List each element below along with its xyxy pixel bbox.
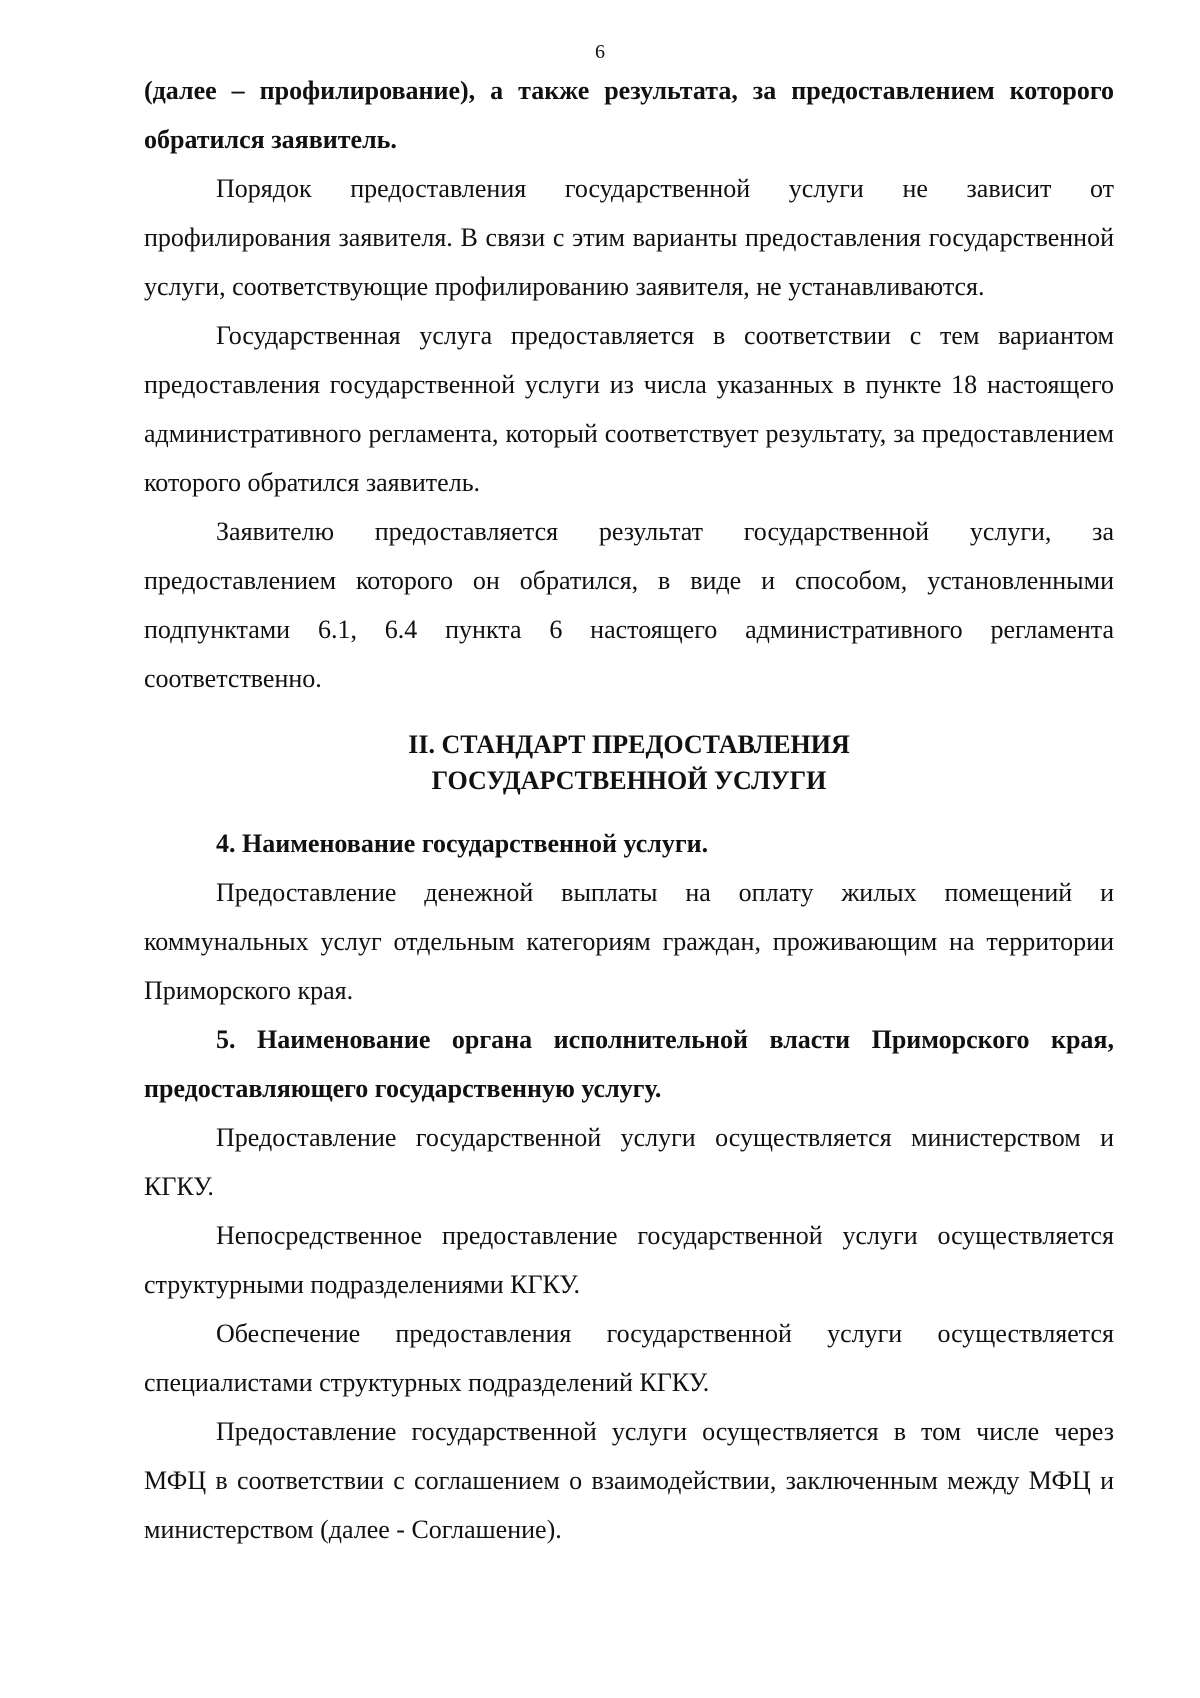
paragraph-continuation: (далее – профилирование), а также результата, за предоставлением которого обратился заявитель. <box>144 76 1114 154</box>
document-body <box>144 66 1114 1554</box>
section-heading <box>144 727 1114 799</box>
item4-text: Предоставление денежной выплаты на оплату жилых помещений и коммунальных услуг отдельным категориям граждан, проживающим на территории Приморского края. <box>144 878 1114 1005</box>
item4-heading: 4. Наименование государственной услуги. <box>216 829 709 858</box>
paragraph-variant: Государственная услуга предоставляется в соответствии с тем вариантом предоставления государственной услуги из числа указанных в пункте 18 настоящего административного регламента, который соответствует результату, за предоставлением которого обратился заявитель. <box>144 321 1114 497</box>
item5-paragraph: Предоставление государственной услуги осуществляется министерством и КГКУ. <box>144 1123 1114 1201</box>
item5-paragraph: Предоставление государственной услуги осуществляется в том числе через МФЦ в соответствии с соглашением о взаимодействии, заключенным между МФЦ и министерством (далее - Соглашение). <box>144 1417 1114 1544</box>
item5-heading: 5. Наименование органа исполнительной власти Приморского края, предоставляющего государственную услугу. <box>144 1025 1114 1103</box>
item5-paragraph: Обеспечение предоставления государственной услуги осуществляется специалистами структурных подразделений КГКУ. <box>144 1319 1114 1397</box>
paragraph-profiling: Порядок предоставления государственной услуги не зависит от профилирования заявителя. В связи с этим варианты предоставления государственной услуги, соответствующие профилированию заявителя, не устанавливаются. <box>144 174 1114 301</box>
item5-paragraph: Непосредственное предоставление государственной услуги осуществляется структурными подразделениями КГКУ. <box>144 1221 1114 1299</box>
section-heading-line2: ГОСУДАРСТВЕННОЙ УСЛУГИ <box>431 766 827 795</box>
paragraph-result: Заявителю предоставляется результат государственной услуги, за предоставлением которого он обратился, в виде и способом, установленными подпунктами 6.1, 6.4 пункта 6 настоящего административного регламента соответственно. <box>144 517 1114 693</box>
page-number: 6 <box>595 41 605 63</box>
section-heading-line1: II. СТАНДАРТ ПРЕДОСТАВЛЕНИЯ <box>408 730 850 759</box>
